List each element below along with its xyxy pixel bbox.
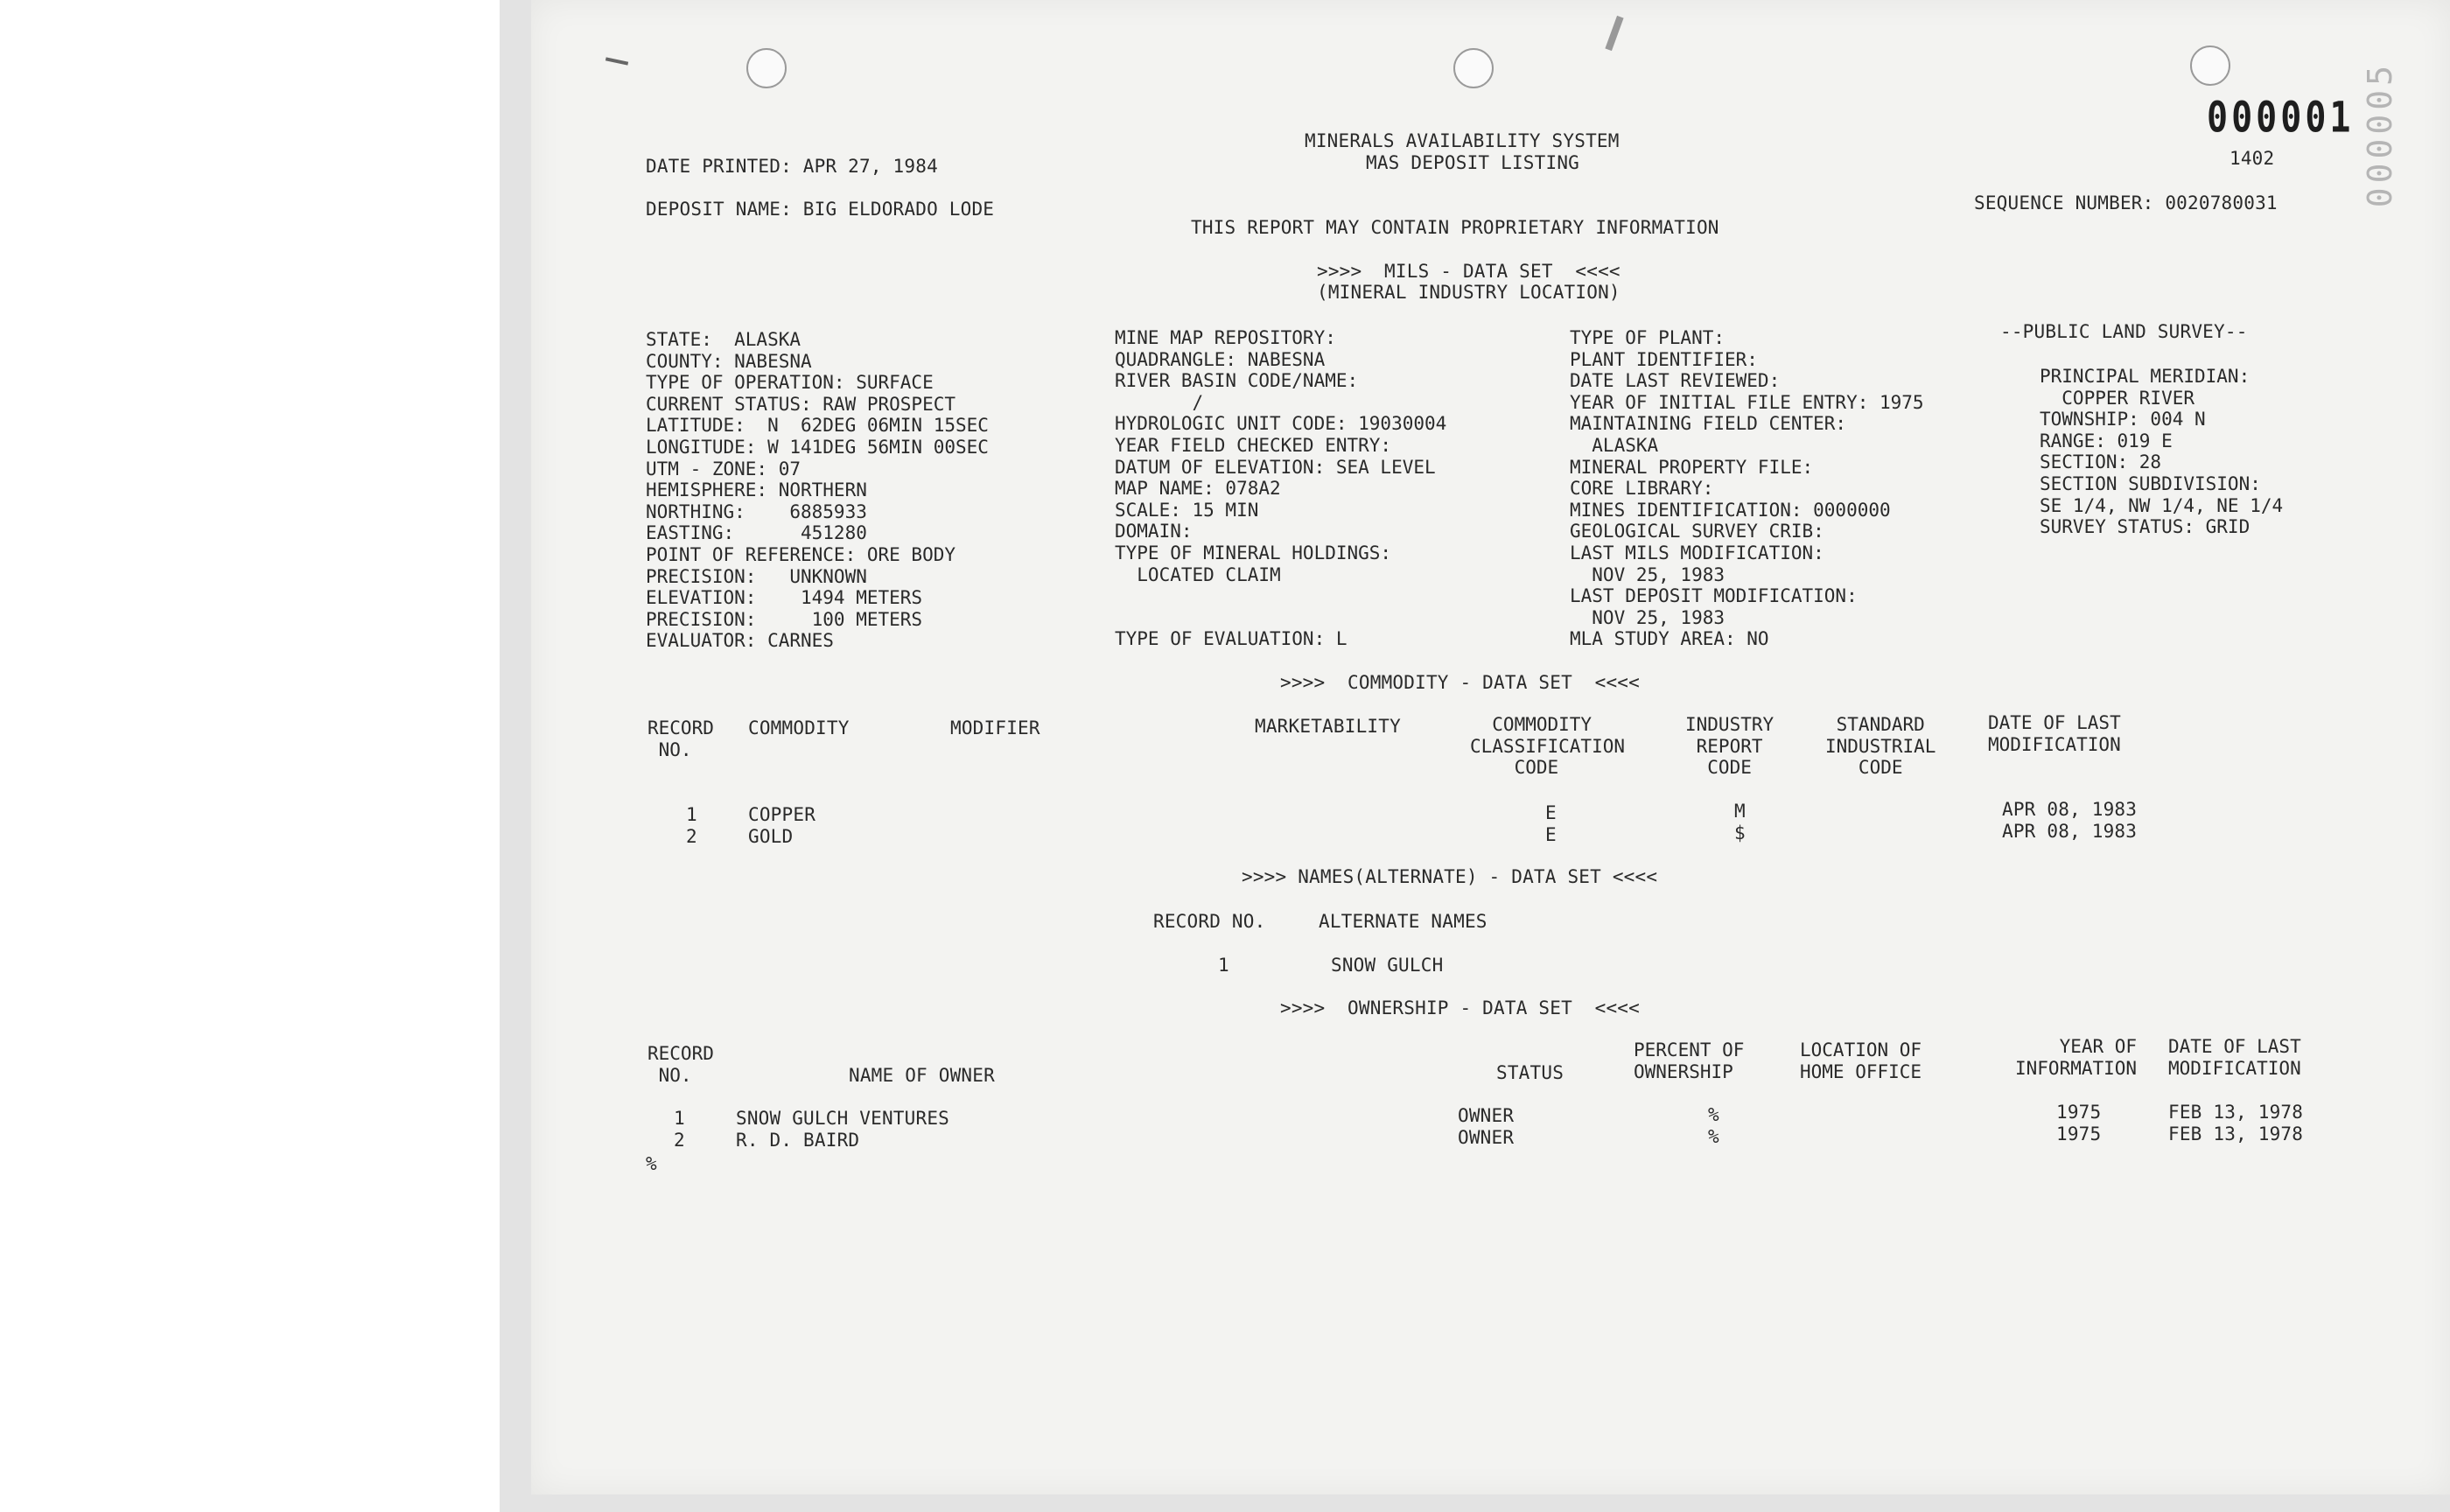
- field: PRECISION: 100 METERS: [646, 608, 923, 630]
- header-text: YEAR OF: [2015, 1036, 2138, 1057]
- field: ALASKA: [1570, 434, 1659, 456]
- ownership-title: >>>> OWNERSHIP - DATA SET <<<<: [1280, 998, 1640, 1018]
- field: LONGITUDE: W 141DEG 56MIN 00SEC: [646, 436, 989, 458]
- table-cell: FEB 13, 1978: [2168, 1124, 2304, 1144]
- field: DATE LAST REVIEWED:: [1570, 370, 1781, 392]
- scan-mark: [1605, 16, 1623, 51]
- field: DATUM OF ELEVATION: SEA LEVEL: [1115, 456, 1436, 478]
- table-cell: 1: [674, 1108, 685, 1129]
- field: RANGE: 019 E: [2040, 430, 2173, 452]
- table-cell: GOLD: [748, 826, 794, 847]
- header-text: CODE: [1685, 757, 1752, 779]
- table-cell: 1: [1218, 955, 1229, 976]
- header-text: RECORD: [648, 1043, 714, 1064]
- table-cell: 2: [686, 826, 697, 847]
- listing-title: MAS DEPOSIT LISTING: [1366, 152, 1580, 173]
- commodity-header-record: [648, 718, 714, 760]
- header-text: NO.: [648, 738, 692, 760]
- punch-hole-left: [746, 48, 787, 88]
- header-text: PERCENT OF: [1634, 1040, 1745, 1060]
- field: NORTHING: 6885933: [646, 500, 867, 522]
- names-header-record: RECORD NO.: [1153, 911, 1266, 932]
- mils-column-3: [1570, 327, 1924, 650]
- field: MINES IDENTIFICATION: 0000000: [1570, 499, 1891, 521]
- field: UTM - ZONE: 07: [646, 458, 802, 480]
- table-cell: E: [1545, 824, 1557, 845]
- field: DOMAIN:: [1115, 521, 1193, 542]
- field: COPPER RIVER: [2040, 387, 2195, 409]
- field: NOV 25, 1983: [1570, 606, 1726, 628]
- table-cell: APR 08, 1983: [2002, 821, 2138, 842]
- commodity-header-commodity: COMMODITY: [748, 718, 850, 738]
- mils-subtitle: (MINERAL INDUSTRY LOCATION): [1317, 282, 1620, 303]
- field: PRECISION: UNKNOWN: [646, 565, 867, 587]
- header-text: MODIFICATION: [2168, 1057, 2301, 1079]
- header-text: INDUSTRY: [1685, 714, 1774, 735]
- field: SE 1/4, NW 1/4, NE 1/4: [2040, 494, 2284, 516]
- field: SECTION SUBDIVISION:: [2040, 472, 2261, 494]
- table-cell: %: [1708, 1126, 1719, 1147]
- field: TOWNSHIP: 004 N: [2040, 409, 2206, 430]
- field: MAP NAME: 078A2: [1115, 478, 1281, 500]
- commodity-header-modifier: MODIFIER: [950, 718, 1040, 738]
- header-text: CLASSIFICATION: [1470, 735, 1626, 757]
- header-text: LOCATION OF: [1800, 1040, 1922, 1060]
- field: EVALUATOR: CARNES: [646, 630, 834, 652]
- header-text: DATE OF LAST: [2168, 1036, 2301, 1057]
- field: [1115, 585, 1446, 607]
- field: NOV 25, 1983: [1570, 564, 1726, 585]
- field: PRINCIPAL MERIDIAN:: [2040, 366, 2250, 387]
- field: GEOLOGICAL SURVEY CRIB:: [1570, 521, 1824, 542]
- field: ELEVATION: 1494 METERS: [646, 587, 923, 609]
- date-printed: DATE PRINTED: APR 27, 1984: [646, 156, 938, 177]
- field: QUADRANGLE: NABESNA: [1115, 348, 1326, 370]
- ownership-header-record: [648, 1043, 714, 1086]
- header-text: RECORD: [648, 718, 714, 738]
- field: COUNTY: NABESNA: [646, 350, 812, 372]
- commodity-header-marketability: MARKETABILITY: [1255, 716, 1401, 737]
- field: POINT OF REFERENCE: ORE BODY: [646, 543, 956, 565]
- field: [1115, 607, 1446, 629]
- ownership-header-date: [2168, 1036, 2301, 1079]
- field: RIVER BASIN CODE/NAME:: [1115, 370, 1359, 392]
- ownership-header-percent: [1634, 1040, 1744, 1082]
- table-cell: R. D. BAIRD: [736, 1130, 860, 1151]
- table-cell: %: [1708, 1104, 1719, 1125]
- field: PLANT IDENTIFIER:: [1570, 348, 1758, 370]
- header-text: OWNERSHIP: [1634, 1060, 1733, 1082]
- end-mark: %: [646, 1153, 657, 1174]
- table-cell: 1: [686, 804, 697, 825]
- table-cell: OWNER: [1458, 1127, 1515, 1148]
- mils-column-2: [1115, 327, 1446, 650]
- field: MINERAL PROPERTY FILE:: [1570, 456, 1814, 478]
- names-header-names: ALTERNATE NAMES: [1319, 911, 1488, 932]
- commodity-header-date: [1988, 712, 2121, 755]
- header-text: NO.: [648, 1064, 692, 1086]
- header-text: INDUSTRIAL: [1825, 735, 1936, 757]
- header-text: CODE: [1470, 757, 1559, 779]
- deposit-name: DEPOSIT NAME: BIG ELDORADO LODE: [646, 199, 995, 220]
- mils-title: >>>> MILS - DATA SET <<<<: [1317, 261, 1620, 282]
- field: SECTION: 28: [2040, 452, 2162, 473]
- field: LAST DEPOSIT MODIFICATION:: [1570, 585, 1858, 607]
- page-code: 1402: [2230, 148, 2275, 169]
- field: YEAR FIELD CHECKED ENTRY:: [1115, 434, 1392, 456]
- punch-hole-right: [2190, 46, 2230, 86]
- field: TYPE OF OPERATION: SURFACE: [646, 372, 934, 394]
- punch-hole-center: [1453, 48, 1494, 88]
- field: EASTING: 451280: [646, 522, 867, 544]
- scan-mark: [606, 57, 628, 65]
- sequence-number: SEQUENCE NUMBER: 0020780031: [1974, 192, 2278, 214]
- commodity-title: >>>> COMMODITY - DATA SET <<<<: [1280, 672, 1640, 693]
- header-text: STANDARD: [1825, 714, 1925, 735]
- table-cell: APR 08, 1983: [2002, 799, 2138, 820]
- table-cell: 1975: [2056, 1102, 2102, 1123]
- field: CORE LIBRARY:: [1570, 478, 1714, 500]
- field: HEMISPHERE: NORTHERN: [646, 480, 867, 501]
- field: MAINTAINING FIELD CENTER:: [1570, 413, 1847, 435]
- field: STATE: ALASKA: [646, 329, 802, 350]
- table-cell: FEB 13, 1978: [2168, 1102, 2304, 1123]
- field: YEAR OF INITIAL FILE ENTRY: 1975: [1570, 391, 1924, 413]
- public-land-survey-title: --PUBLIC LAND SURVEY--: [2000, 321, 2248, 342]
- field: LATITUDE: N 62DEG 06MIN 15SEC: [646, 415, 989, 437]
- ownership-header-year: [2015, 1036, 2137, 1079]
- header-text: DATE OF LAST: [1988, 712, 2121, 733]
- commodity-header-standard: [1825, 714, 1936, 779]
- table-cell: SNOW GULCH VENTURES: [736, 1108, 950, 1129]
- field: HYDROLOGIC UNIT CODE: 19030004: [1115, 413, 1447, 435]
- ownership-header-location: [1800, 1040, 1922, 1082]
- header-text: MODIFICATION: [1988, 733, 2121, 755]
- table-cell: M: [1734, 801, 1746, 822]
- ownership-header-status: STATUS: [1496, 1062, 1564, 1083]
- field: LAST MILS MODIFICATION:: [1570, 542, 1824, 564]
- table-cell: OWNER: [1458, 1105, 1515, 1126]
- table-cell: COPPER: [748, 804, 816, 825]
- field: TYPE OF EVALUATION: L: [1115, 628, 1348, 650]
- table-cell: SNOW GULCH: [1331, 955, 1444, 976]
- stamp-number: 000001: [2207, 94, 2355, 143]
- ownership-header-owner: NAME OF OWNER: [849, 1065, 995, 1086]
- mils-column-1: [646, 329, 989, 652]
- commodity-header-classification: [1470, 714, 1625, 779]
- header-text: REPORT: [1685, 735, 1763, 757]
- commodity-header-industry: [1685, 714, 1774, 779]
- system-title: MINERALS AVAILABILITY SYSTEM: [1305, 130, 1620, 151]
- field: TYPE OF PLANT:: [1570, 327, 1726, 348]
- field: TYPE OF MINERAL HOLDINGS:: [1115, 542, 1392, 564]
- table-cell: 2: [674, 1130, 685, 1151]
- table-cell: $: [1734, 822, 1746, 844]
- field: SCALE: 15 MIN: [1115, 499, 1259, 521]
- header-text: COMMODITY: [1470, 714, 1592, 735]
- header-text: CODE: [1825, 757, 1903, 779]
- table-cell: 1975: [2056, 1124, 2102, 1144]
- field: CURRENT STATUS: RAW PROSPECT: [646, 393, 956, 415]
- names-title: >>>> NAMES(ALTERNATE) - DATA SET <<<<: [1242, 866, 1658, 887]
- field: /: [1115, 391, 1204, 413]
- ghost-number: 000005: [2361, 61, 2399, 208]
- proprietary-notice: THIS REPORT MAY CONTAIN PROPRIETARY INFORMATION: [1191, 217, 1719, 238]
- table-cell: E: [1545, 802, 1557, 823]
- header-text: HOME OFFICE: [1800, 1060, 1922, 1082]
- mils-column-4: [2040, 366, 2283, 538]
- field: MLA STUDY AREA: NO: [1570, 628, 1769, 650]
- field: MINE MAP REPOSITORY:: [1115, 327, 1336, 348]
- field: LOCATED CLAIM: [1115, 564, 1281, 585]
- field: SURVEY STATUS: GRID: [2040, 516, 2250, 538]
- header-text: INFORMATION: [2015, 1057, 2138, 1079]
